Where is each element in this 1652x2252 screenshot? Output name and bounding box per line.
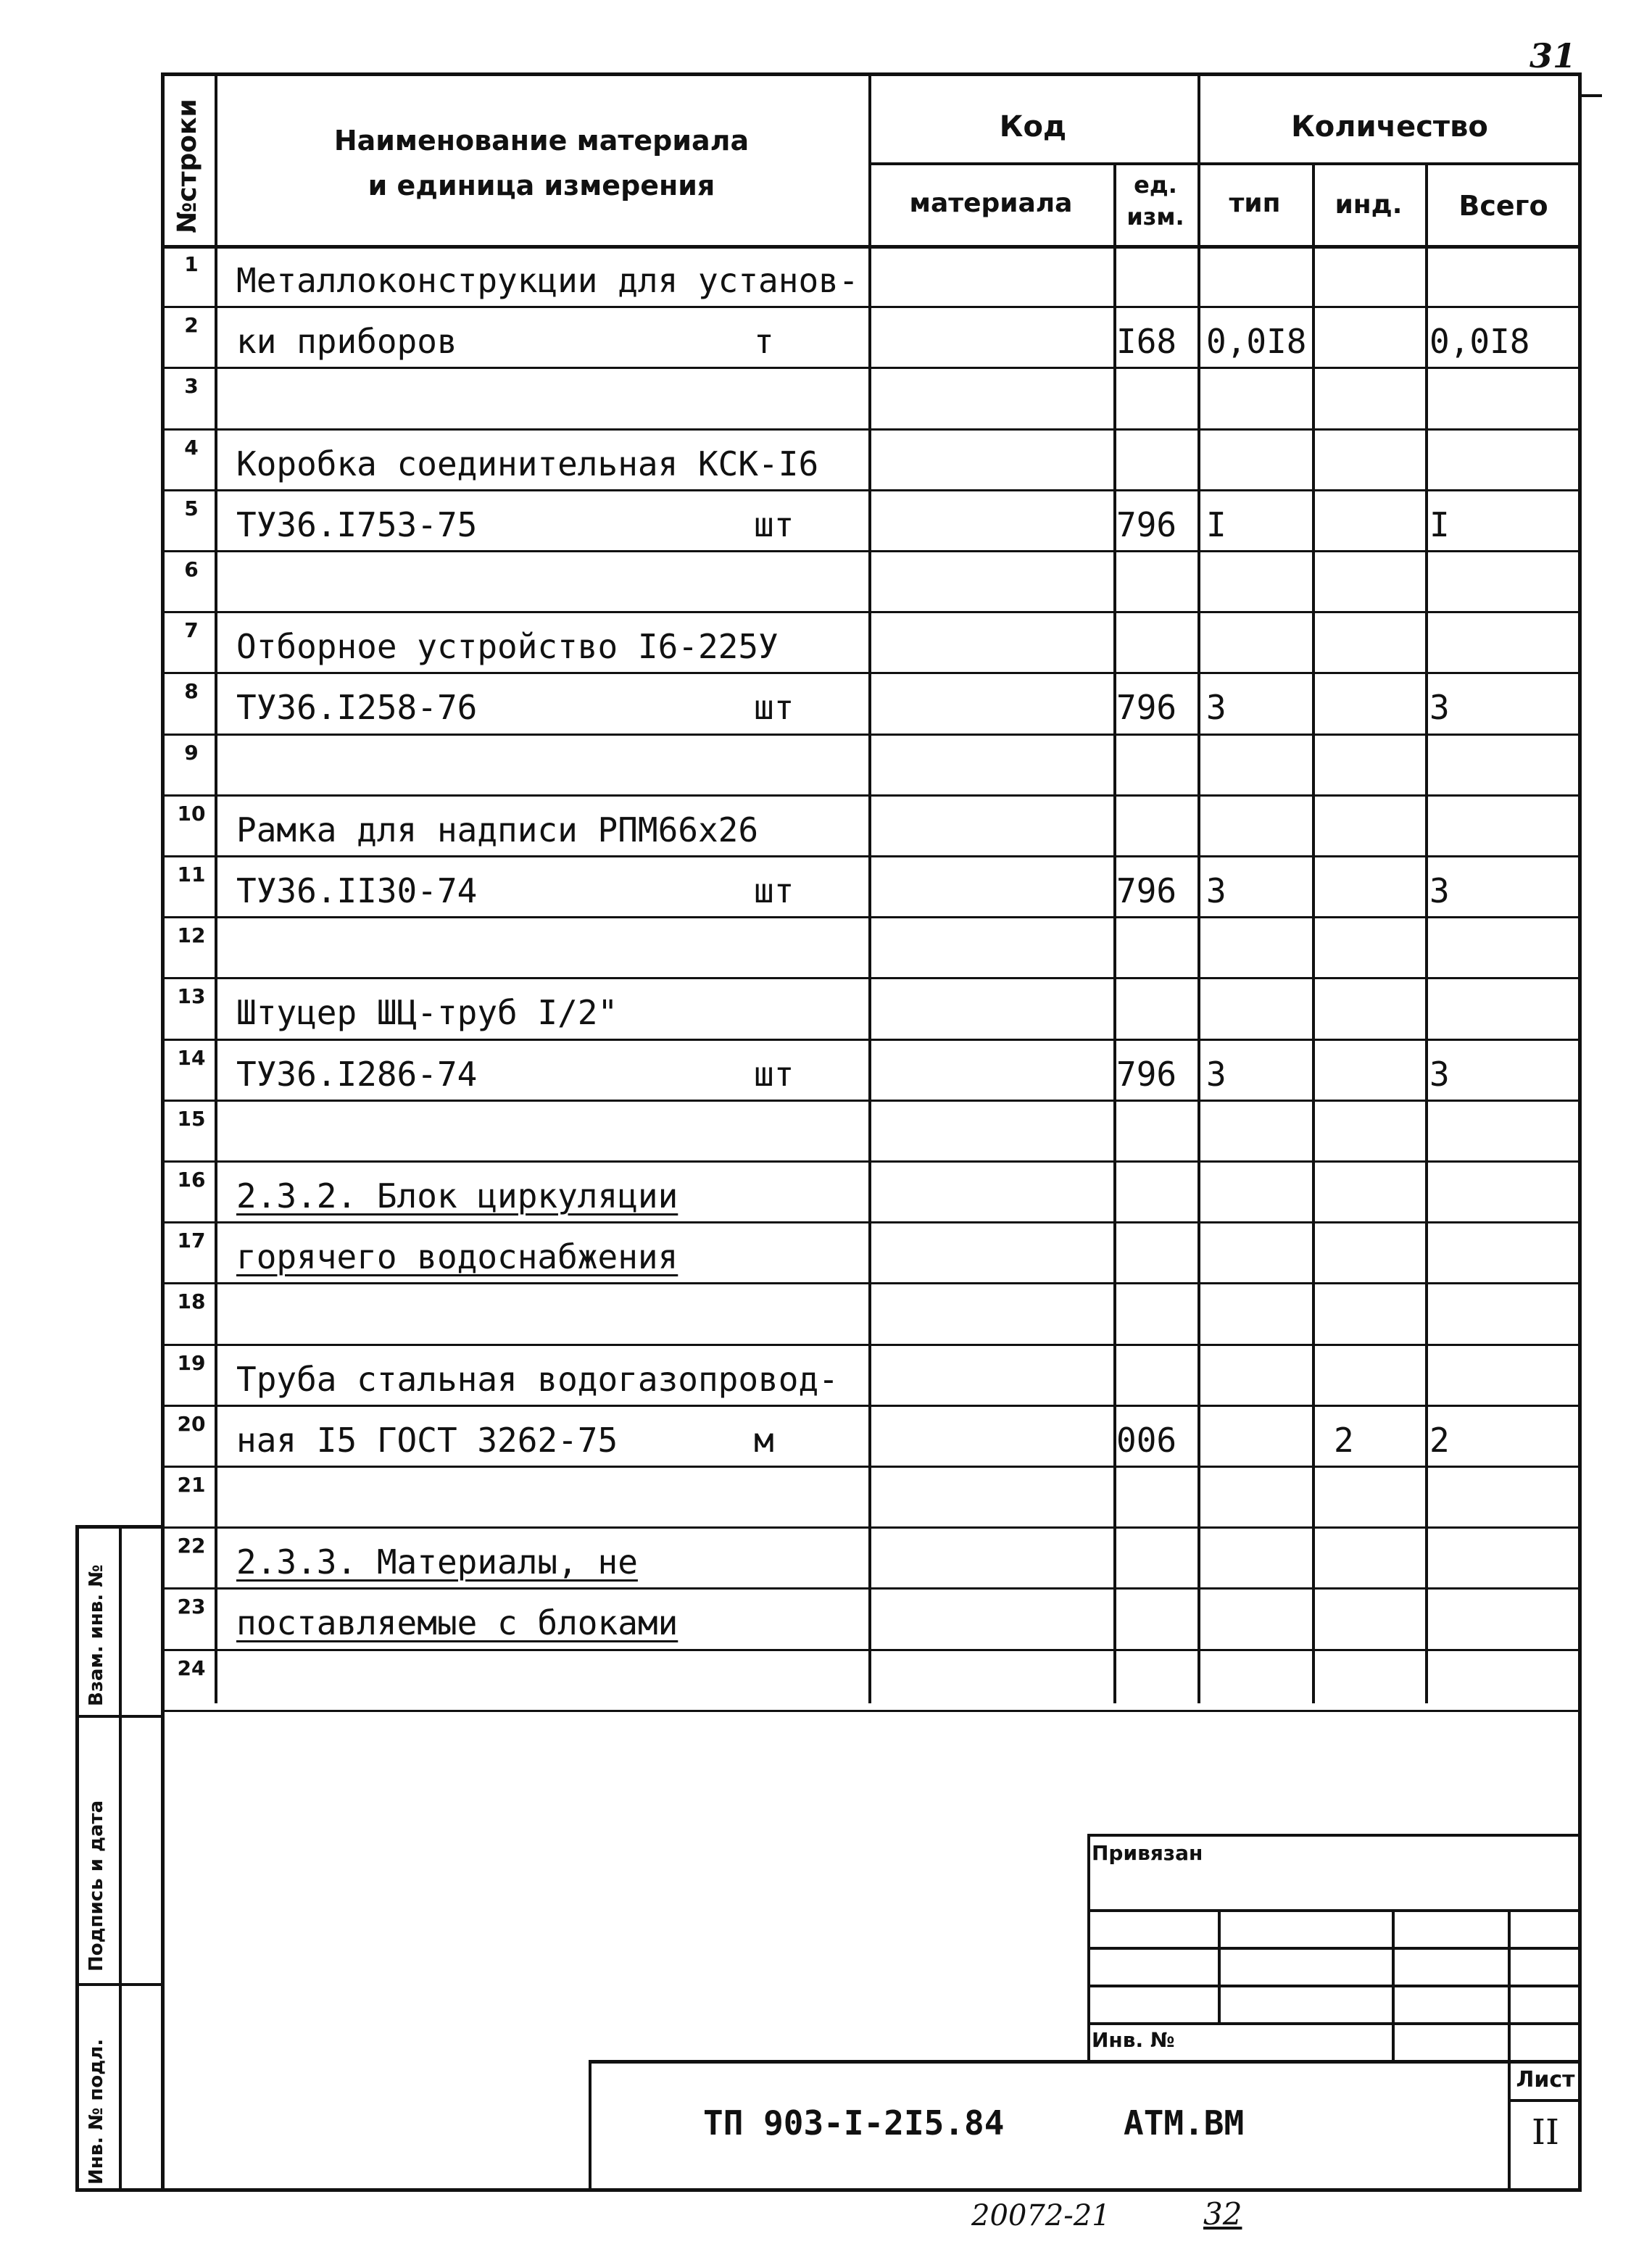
row-unit: шт [754, 505, 794, 544]
row-number: 13 [177, 984, 206, 1008]
row-number: 10 [177, 802, 206, 826]
row-line [161, 1282, 1582, 1284]
row-number: 1 [184, 252, 199, 276]
col-line-name [868, 72, 871, 1703]
row-line [161, 672, 1582, 674]
tb-privyazan: Привязан [1092, 1841, 1203, 1865]
row-code: 796 [1116, 505, 1177, 544]
row-number: 19 [177, 1351, 206, 1375]
tb-col-1 [1218, 1909, 1221, 2022]
row-name: ТУ36.I753-75 [236, 505, 478, 544]
row-line [161, 1100, 1582, 1102]
row-line [161, 1710, 1582, 1712]
tb-top [1087, 1834, 1582, 1837]
row-total: 3 [1429, 871, 1450, 910]
doc-code: ТП 903-I-2I5.84 [703, 2103, 1005, 2143]
header-name-line1: Наименование материала [333, 125, 750, 157]
header-tip: тип [1229, 188, 1281, 218]
row-code: 006 [1116, 1421, 1177, 1460]
row-total: 3 [1429, 1055, 1450, 1094]
sheet-label: Лист [1516, 2067, 1575, 2093]
side-stamp-inner-line [119, 1525, 122, 2192]
row-name: 2.3.2. Блок циркуляции [236, 1176, 678, 1216]
header-unit-2: изм. [1126, 203, 1184, 230]
frame-top-extension [1580, 94, 1602, 97]
header-code-group: Код [999, 110, 1067, 144]
row-line [161, 428, 1582, 431]
row-unit: шт [754, 871, 794, 910]
row-number: 15 [177, 1107, 206, 1131]
row-line [161, 611, 1582, 613]
row-number: 6 [184, 557, 199, 581]
row-line [161, 794, 1582, 797]
doc-mark: АТМ.ВМ [1124, 2103, 1245, 2143]
row-total: 0,0I8 [1429, 322, 1530, 361]
row-total: 3 [1429, 688, 1450, 727]
side-stamp-div1 [75, 1715, 161, 1718]
header-row-number: №строки [173, 99, 202, 233]
order-number: 20072-21 [971, 2199, 1111, 2232]
row-unit: т [754, 322, 774, 361]
row-name: ки приборов [236, 322, 457, 361]
table-frame [161, 72, 1582, 2192]
row-number: 12 [177, 923, 206, 947]
side-label-vzam: Взам. инв. № [86, 1564, 107, 1706]
header-total: Всего [1458, 190, 1548, 222]
row-line [161, 1221, 1582, 1223]
side-label-inv-podl: Инв. № подл. [86, 2038, 107, 2185]
row-line [161, 734, 1582, 736]
row-unit: шт [754, 1055, 794, 1094]
header-qty-group: Количество [1291, 110, 1488, 144]
row-line [161, 1587, 1582, 1590]
row-tip: I [1206, 505, 1226, 544]
header-unit-1: ед. [1134, 171, 1177, 199]
row-line [161, 855, 1582, 857]
page-reference: 32 [1203, 2196, 1242, 2232]
row-unit: м [754, 1421, 774, 1460]
row-total: 2 [1429, 1421, 1450, 1460]
row-name: горячего водоснабжения [236, 1237, 678, 1276]
row-ind: 2 [1334, 1421, 1354, 1460]
row-line [161, 1160, 1582, 1163]
col-line-ind [1425, 164, 1428, 1703]
row-number: 22 [177, 1534, 206, 1558]
row-number: 7 [184, 618, 199, 642]
row-number: 4 [184, 436, 199, 460]
col-line-code-qty [1198, 72, 1200, 1703]
col-line-unit [1113, 164, 1116, 1703]
page-number: 31 [1529, 36, 1577, 75]
row-tip: 3 [1206, 688, 1226, 727]
header-material: материала [909, 188, 1073, 218]
row-tip: 0,0I8 [1206, 322, 1307, 361]
row-number: 9 [184, 741, 199, 765]
row-line [161, 1526, 1582, 1529]
row-code: 796 [1116, 871, 1177, 910]
row-number: 2 [184, 313, 199, 337]
row-name: ТУ36.I258-76 [236, 688, 478, 727]
row-line [161, 550, 1582, 552]
col-line-tip [1312, 164, 1315, 1703]
row-line [161, 1649, 1582, 1651]
row-tip: 3 [1206, 871, 1226, 910]
row-number: 8 [184, 679, 199, 703]
row-code: I68 [1116, 322, 1177, 361]
row-line [161, 977, 1582, 979]
header-name-line2: и единица измерения [368, 170, 715, 201]
header-subline [868, 162, 1582, 165]
row-number: 17 [177, 1229, 206, 1252]
row-code: 796 [1116, 688, 1177, 727]
tb-main-top [589, 2060, 1582, 2064]
row-name: 2.3.3. Материалы, не [236, 1542, 638, 1582]
row-line [161, 1466, 1582, 1468]
row-name: поставляемые с блоками [236, 1603, 678, 1642]
sheet-value: II [1532, 2112, 1559, 2153]
row-name: ТУ36.I286-74 [236, 1055, 478, 1094]
col-line-rownum [215, 72, 217, 1703]
row-unit: шт [754, 688, 794, 727]
row-total: I [1429, 505, 1450, 544]
tb-col-2 [1392, 1909, 1395, 2060]
tb-sheet-line [1508, 2099, 1582, 2102]
tb-inv-no: Инв. № [1092, 2028, 1175, 2052]
row-line [161, 1344, 1582, 1346]
row-line [161, 367, 1582, 369]
side-stamp-div2 [75, 1983, 161, 1986]
row-line [161, 489, 1582, 491]
row-code: 796 [1116, 1055, 1177, 1094]
row-number: 11 [177, 863, 206, 886]
row-number: 14 [177, 1046, 206, 1070]
row-name: Коробка соединительная КСК-I6 [236, 444, 819, 483]
row-number: 24 [177, 1656, 206, 1680]
row-number: 3 [184, 374, 199, 398]
side-label-podpis: Подпись и дата [86, 1800, 107, 1971]
row-name: Отборное устройство I6-225У [236, 627, 779, 666]
header-bottom [161, 245, 1582, 249]
row-number: 20 [177, 1412, 206, 1436]
row-name: Рамка для надписи РПМ66х26 [236, 810, 759, 849]
row-number: 16 [177, 1168, 206, 1192]
row-name: Штуцер ШЦ-труб I/2" [236, 993, 618, 1032]
row-line [161, 306, 1582, 308]
row-name: ная I5 ГОСТ 3262-75 [236, 1421, 618, 1460]
row-name: Труба стальная водогазопровод- [236, 1360, 839, 1399]
row-name: Металлоконструкции для установ- [236, 261, 859, 300]
row-number: 23 [177, 1595, 206, 1619]
tb-main-left [589, 2060, 592, 2192]
header-ind: инд. [1335, 190, 1403, 220]
row-number: 18 [177, 1289, 206, 1313]
row-line [161, 1405, 1582, 1407]
row-number: 5 [184, 496, 199, 520]
row-name: ТУ36.II30-74 [236, 871, 478, 910]
row-line [161, 1039, 1582, 1041]
row-line [161, 916, 1582, 918]
row-tip: 3 [1206, 1055, 1226, 1094]
row-number: 21 [177, 1473, 206, 1497]
